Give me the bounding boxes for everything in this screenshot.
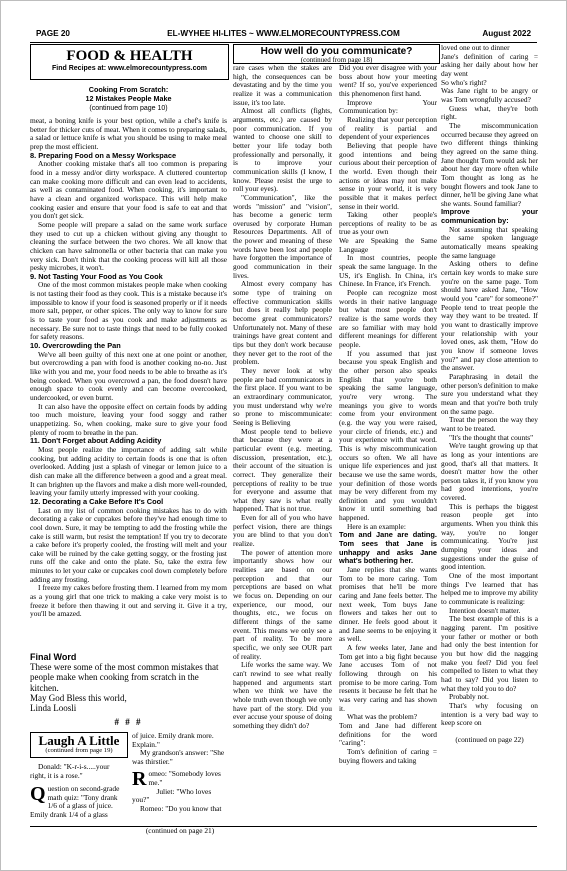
article-paragraph: Tom and Jane had different definitions for the word "caring": xyxy=(339,720,437,748)
laugh-question-end: of juice. Emily drank more. Explain." xyxy=(132,731,214,749)
subhead: Improve Your Communication by: xyxy=(339,97,437,116)
article-paragraph: They never look at why people are bad communicators in the first place. If you want to be an extraordinary communicator, you must understand why we're so prone to miscommunicate: Seeing is Believing xyxy=(233,365,332,427)
article-paragraph: rare cases when the stakes are high, the consequences can be devastating and by the time you realize it was a communication issue, it's too late. xyxy=(233,63,332,107)
article-paragraph: Taking other people's perceptions of reality to be as true as your own xyxy=(339,210,437,237)
final-word-text: These were some of the most common mistakes that people make when cooking from scratch in the kitchen. xyxy=(30,662,219,693)
subhead: We are Speaking the Same Language xyxy=(339,236,437,254)
food-health-title: FOOD & HEALTH xyxy=(66,48,193,64)
article-paragraph: Almost every company has some type of training on effective communication skills but does it really help people become great communicators? Unfortunately not. Many of these trainings have great content and tips but they don't work because they never get to the root of the problem. xyxy=(233,279,332,367)
article-paragraph: Paraphrasing in detail the other person's definition to make sure you understand what they mean and that you're both truly on the same page. xyxy=(441,371,538,416)
laugh-intro: Donald: "K-r-i-s.....your right, it is a rose." xyxy=(30,762,110,780)
article-paragraph: The power of attention more importantly shows how our realities are based on our perception and that our perceptions are based on what we focus on. Depending on our experience, our mood, our thoughts, etc., we focus on different things of the same event. This means we only see a part of reality. To be more specific, we only see OUR part of reality. xyxy=(233,547,332,661)
article-paragraph: The miscommunication occurred because they agreed on two different things thinking they agreed on the same thing. Jane thought Tom would ask her about her day more often while Tom thought as long as he bought flowers and took Jane to dinner, he'll be giving Jane what she wants. Sound familiar? xyxy=(441,120,538,208)
laugh-question: uestion on second-grade math quiz: "Tony drank 1/6 of a glass of juice. Emily drank 1/4 of a glass xyxy=(30,784,120,819)
article-paragraph: "It's the thought that counts" xyxy=(449,432,534,442)
article-paragraph: Most people tend to believe that because they were at a particular event (e.g. meeting, discussion, presentation, etc.), their account of the situation is correct. They generalize their perceptions of reality to be true for everyone and assume that what they saw is what really happened. That is not true. xyxy=(233,426,332,514)
communication-title: How well do you communicate? xyxy=(260,46,413,57)
communication-column-3 xyxy=(441,44,538,745)
page-header xyxy=(30,27,537,41)
communication-continued-from: (continued from page 18) xyxy=(300,56,373,64)
dropcap-r: R xyxy=(132,768,147,791)
article-paragraph: I freeze my cakes before frosting them. I learned from my mom as a young girl that one trick to making a cake very moist is to freeze it before then thawing it out and serving it. Give it a try, you'll be amazed. xyxy=(30,583,227,619)
section-heading: 8. Preparing Food on a Messy Workspace xyxy=(30,150,177,160)
article-paragraph: So who's right? xyxy=(441,77,487,87)
article-paragraph: Believing that people have good intentions and being curious about their perception of the world. Even though their actions or ideas may not make sense in your world, it is very possible that it makes perfect sense in their world. xyxy=(339,140,437,211)
article-paragraph: meat, a boning knife is your best option, while a chef's knife is better for thicker cuts of meat. When it comes to preparing salads, a salad or lettuce knife is what you should be using to make meal prep the most efficient. xyxy=(30,116,227,151)
subhead: Improve your communication by: xyxy=(441,207,538,226)
article-paragraph: loved one out to dinner xyxy=(441,43,510,52)
communication-column-1 xyxy=(233,64,332,731)
issue-date: August 2022 xyxy=(482,29,531,38)
article-paragraph: The best example of this is a nagging parent. I'm positive your father or mother or both had only the best intention for you but how did the nagging make you feel? Did you feel compelled to listen to what they had to say? Did you listen to what they told you to do? xyxy=(441,614,538,693)
author: Linda Loosli xyxy=(30,703,77,714)
article-paragraph: One of the most common mistakes people make when cooking is not tasting their food as they cook. This is a mistake because it's impossible to know if your food is seasoned properly or if it needs more salt, pepper, or other spices. The only way to know for sure is to taste your food as you cook and make adjustments as necessary. Be sure not to taste things that need to be fully cooked for safety reasons. xyxy=(30,280,227,342)
final-word-title: Final Word xyxy=(30,652,77,662)
article-paragraph: "Communication", like the words "mission" and "vision", has become a generic term overused by corporate Human Resources Departments. All of the power and meaning of these words have been lost and people have forgotten the importance of good communication in their lives. xyxy=(233,192,332,280)
romeo-line-2: Romeo: "Do you know that xyxy=(140,803,222,813)
blessing: May God Bless this world, xyxy=(30,692,127,703)
article-paragraph: Life works the same way. We can't rewind to see what really happened and arguments start when we think we have the whole truth even though we only have part of the story. Did you ever accuse your spouse of doing something they didn't do? xyxy=(233,660,332,730)
article-paragraph: We've all been guilty of this next one at one point or another, but overcrowding a pan with food is another cooking no-no. Just like with you and me, your food needs to be able to breathe as it's being cooked. When you overcrowd a pan, the food doesn't have enough space to cook evenly and can become overcooked, undercooked, or even burnt. xyxy=(30,349,227,402)
article-paragraph: Did you ever disagree with your boss about how your meeting went? If so, you've experienced this phenomenon first hand. xyxy=(339,63,437,98)
example-heading: Tom and Jane are dating. Tom sees that Jane is unhappy and asks Jane what's bothering her. xyxy=(339,530,437,566)
article-paragraph: Not assuming that speaking the same spoken language automatically means speaking the same language xyxy=(441,224,538,260)
romeo-line: omeo: "Somebody loves me." xyxy=(148,769,221,787)
article-paragraph: Most people realize the importance of adding salt while cooking, but adding acidity to certain foods is one that is often overlooked. Adding just a splash of vinegar or lemon juice to a dish can make all the difference between a good and a great meal. It can brighten up the flavors and make a dish more well-rounded, leaving your family utterly impressed with your cooking. xyxy=(30,444,227,498)
section-heading: 12. Decorating a Cake Before It's Cool xyxy=(30,496,164,506)
end-mark: # # # xyxy=(114,717,143,728)
cooking-article-head xyxy=(30,86,227,113)
food-health-banner xyxy=(30,44,229,80)
laugh-column-2 xyxy=(132,732,228,836)
article-paragraph: A few weeks later, Jane and Tom get into a big fight because Jane accuses Tom of not following through on his promise to be more caring. Tom resents it because he felt that he was very caring and has shown it. xyxy=(339,642,437,713)
article-paragraph: Asking others to define certain key words to make sure you're on the same page. Tom should have asked Jane, "How would you "care" for someone?" People tend to treat people the way they want to be treated. If you want to drastically improve your relationship with your loved ones, ask them, "How do you know if someone loves you?" and pay close attention to the answer. xyxy=(441,259,538,373)
article-paragraph: If you assumed that just because you speak English and the other person also speaks English that you're both speaking the same language, you're very wrong. The meanings you give to words come from your environment (e.g. the way you were raised, your circle of friends, etc.) and your experience with that word. This is why miscommunication occurs so often. We all have unique life experiences and just because we use the same words, your definition of those words may be very different from my definition and you wouldn't know it until something bad happened. xyxy=(339,348,437,523)
food-article-body xyxy=(30,117,227,619)
article-paragraph: In most countries, people speak the same language. In the US, it's English. In China, it's Chinese. In France, it's French. xyxy=(339,253,437,289)
article-paragraph: Another cooking mistake that's all too common is preparing food in a messy and/or dirty workspace. A cluttered countertop can make cooking more difficult and can even lead to accidents, as well as contaminated food. When cooking, it's important to have a clean and organized workspace. This will help make cooking easier and ensure that your food is safe to eat and that you don't get sick. xyxy=(30,159,227,221)
article-paragraph: Jane replies that she wants Tom to be more caring. Tom promises that he'll be more caring and Jane feels better. The next week, Tom buys Jane flowers and takes her out to dinner. He feels good about it and Jane seems to be enjoying it as well. xyxy=(339,565,437,644)
article-paragraph: Some people will prepare a salad on the same work surface they used to cut up a chicken without giving any thought to cleaning the surface between the two chores. We all know that chicken can have salmonella or other bacteria that can make you very sick. Don't think that the cooking process will kill all those pesky microbes, it won't. xyxy=(30,219,227,273)
article-paragraph: What was the problem? xyxy=(347,712,417,722)
article-paragraph: People can recognize most words in their native language but what most people don't realize is the same words they are so familiar with may hold different meanings for different people. xyxy=(339,288,437,349)
laugh-banner xyxy=(30,732,128,758)
article-paragraph: We're taught growing up that as long as your intentions are good, that's all that matters. It doesn't matter how the other person takes it, if you know you had good intentions, you're covered. xyxy=(441,441,538,503)
juliet-line: Juliet: "Who loves you?" xyxy=(132,786,212,805)
page-number: PAGE 20 xyxy=(36,29,70,38)
article-paragraph: Tom's definition of caring = buying flowers and taking xyxy=(339,746,437,765)
laugh-answer: My grandson's answer: "She was thirstier." xyxy=(132,748,225,766)
article-paragraph: Realizing that your perception of reality is partial and dependent of your experiences xyxy=(339,114,437,142)
article-paragraph: Last on my list of common cooking mistakes has to do with decorating a cake or cupcakes before they've had enough time to cool down. Sure, it may be tempting to add the frosting while the cake is still warm, but resist the temptation! If you try to decorate a cake before it's properly cooled, the frosting will melt and your cake will be ruined by the cake getting soggy, or the frosting just runs off the cake and onto the plate. So, take the extra few minutes to let your cake or cupcakes cool down completely before adding any frosting. xyxy=(30,505,227,584)
publication-name: EL-WYHEE HI-LITES ~ WWW.ELMORECOUNTYPRESS.COM xyxy=(167,29,400,38)
article-paragraph: This is perhaps the biggest reason people get into arguments. When you think this way, you're no longer communicating. You're just dumping your ideas and suggestions under the guise of good intention. xyxy=(441,501,538,572)
article-paragraph: That's why focusing on intention is a very bad way to keep score on xyxy=(441,700,538,728)
article-paragraph: Intention doesn't matter. xyxy=(449,605,521,615)
laugh-continued-on: (continued on page 21) xyxy=(145,826,215,836)
column-label: Cooking From Scratch: xyxy=(88,85,169,94)
section-heading: 10. Overcrowding the Pan xyxy=(30,341,121,351)
communication-banner xyxy=(233,44,440,64)
communication-column-2 xyxy=(339,64,437,765)
article-paragraph: It can also have the opposite effect on certain foods by adding too much moisture, leaving your food soggy and rather unappetizing. So, when cooking, make sure to give your food plenty of room to breathe in the pan. xyxy=(30,401,227,437)
section-heading: 9. Not Tasting Your Food as You Cook xyxy=(30,271,163,281)
article-paragraph: Jane's definition of caring = asking her daily about how her day went xyxy=(441,51,538,78)
laugh-column-1 xyxy=(30,763,127,820)
dropcap-q: Q xyxy=(30,783,46,806)
article-paragraph: Almost all conflicts (fights, arguments, etc.) are caused by poor communication. If you wanted to choose one skill to better your life today both professionally and personally, it is to improve your communication skills (I know, I know. Please resist the urge to roll your eyes). xyxy=(233,106,332,194)
section-heading: 11. Don't Forget about Adding Acidity xyxy=(30,436,162,446)
laugh-title: Laugh A Little xyxy=(38,733,120,748)
article-paragraph: Guess what, they're both right. xyxy=(441,103,538,122)
laugh-continued-from: (continued from page 19) xyxy=(45,747,113,754)
article-paragraph: Was Jane right to be angry or was Tom wrongfully accused? xyxy=(441,86,538,104)
continued-from: (continued from page 10) xyxy=(89,104,168,112)
footer-rule xyxy=(30,826,537,827)
article-paragraph: Even for all of you who have perfect vision, there are things you are blind to that you don't realize. xyxy=(233,513,332,549)
final-word-section xyxy=(30,652,227,727)
communication-continued-on: (continued on page 22) xyxy=(455,734,524,744)
article-title: 12 Mistakes People Make xyxy=(85,94,172,104)
article-paragraph: Here is an example: xyxy=(347,521,406,531)
food-health-subtitle: Find Recipes at: www.elmorecountypress.com xyxy=(52,65,207,72)
article-paragraph: One of the most important things I've learned that has helped me to improve my ability to communicate is realizing: xyxy=(441,571,538,606)
article-paragraph: Probably not. xyxy=(449,692,489,702)
article-paragraph: Treat the person the way they want to be treated. xyxy=(441,415,538,433)
